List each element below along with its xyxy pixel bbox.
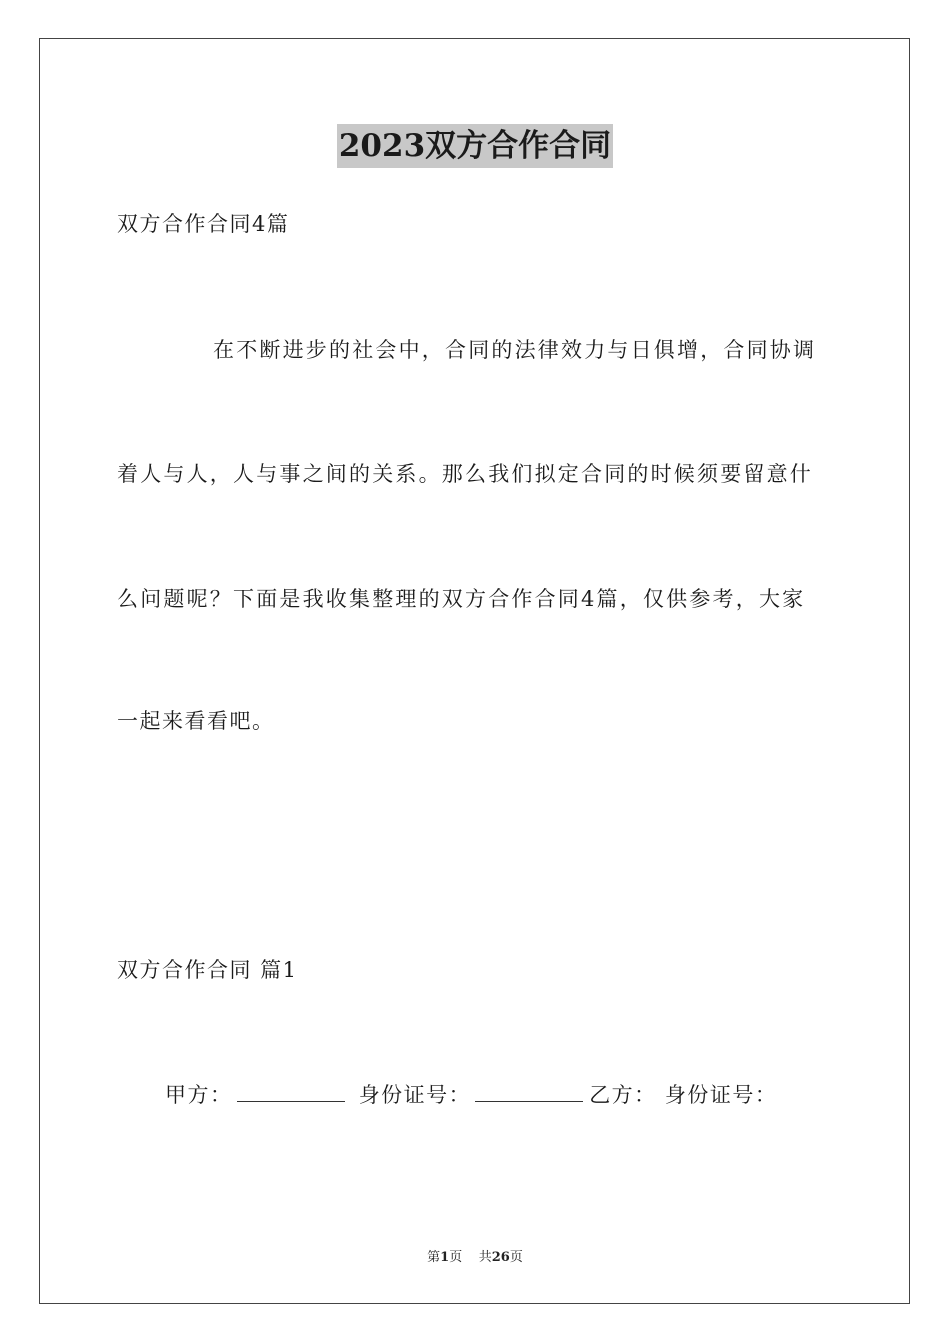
paragraph-line-1: 在不断进步的社会中，合同的法律效力与日俱增，合同协调 [213, 338, 817, 362]
page-footer [0, 1246, 950, 1265]
id-b-label: 身份证号： [664, 1083, 778, 1107]
section-heading: 双方合作合同 篇1 [117, 958, 298, 982]
paragraph-line-2: 着人与人，人与事之间的关系。那么我们拟定合同的时候须要留意什 [117, 462, 813, 486]
party-b-label: 乙方： [589, 1083, 657, 1107]
paragraph-line-4: 一起来看看吧。 [117, 709, 275, 733]
paragraph-line-3: 么问题呢？下面是我收集整理的双方合作合同4篇，仅供参考，大家 [117, 587, 806, 611]
title-container [0, 124, 950, 168]
party-info-line [165, 1080, 777, 1110]
total-pages-indicator: 共26页 [478, 1250, 523, 1265]
id-a-label: 身份证号： [358, 1083, 472, 1107]
document-title: 2023双方合作合同 [337, 124, 613, 168]
page-indicator: 第1页 [427, 1250, 463, 1265]
id-a-blank [475, 1083, 583, 1102]
party-a-label: 甲方： [165, 1083, 233, 1107]
document-subtitle: 双方合作合同4篇 [117, 212, 290, 236]
party-a-blank [237, 1083, 345, 1102]
